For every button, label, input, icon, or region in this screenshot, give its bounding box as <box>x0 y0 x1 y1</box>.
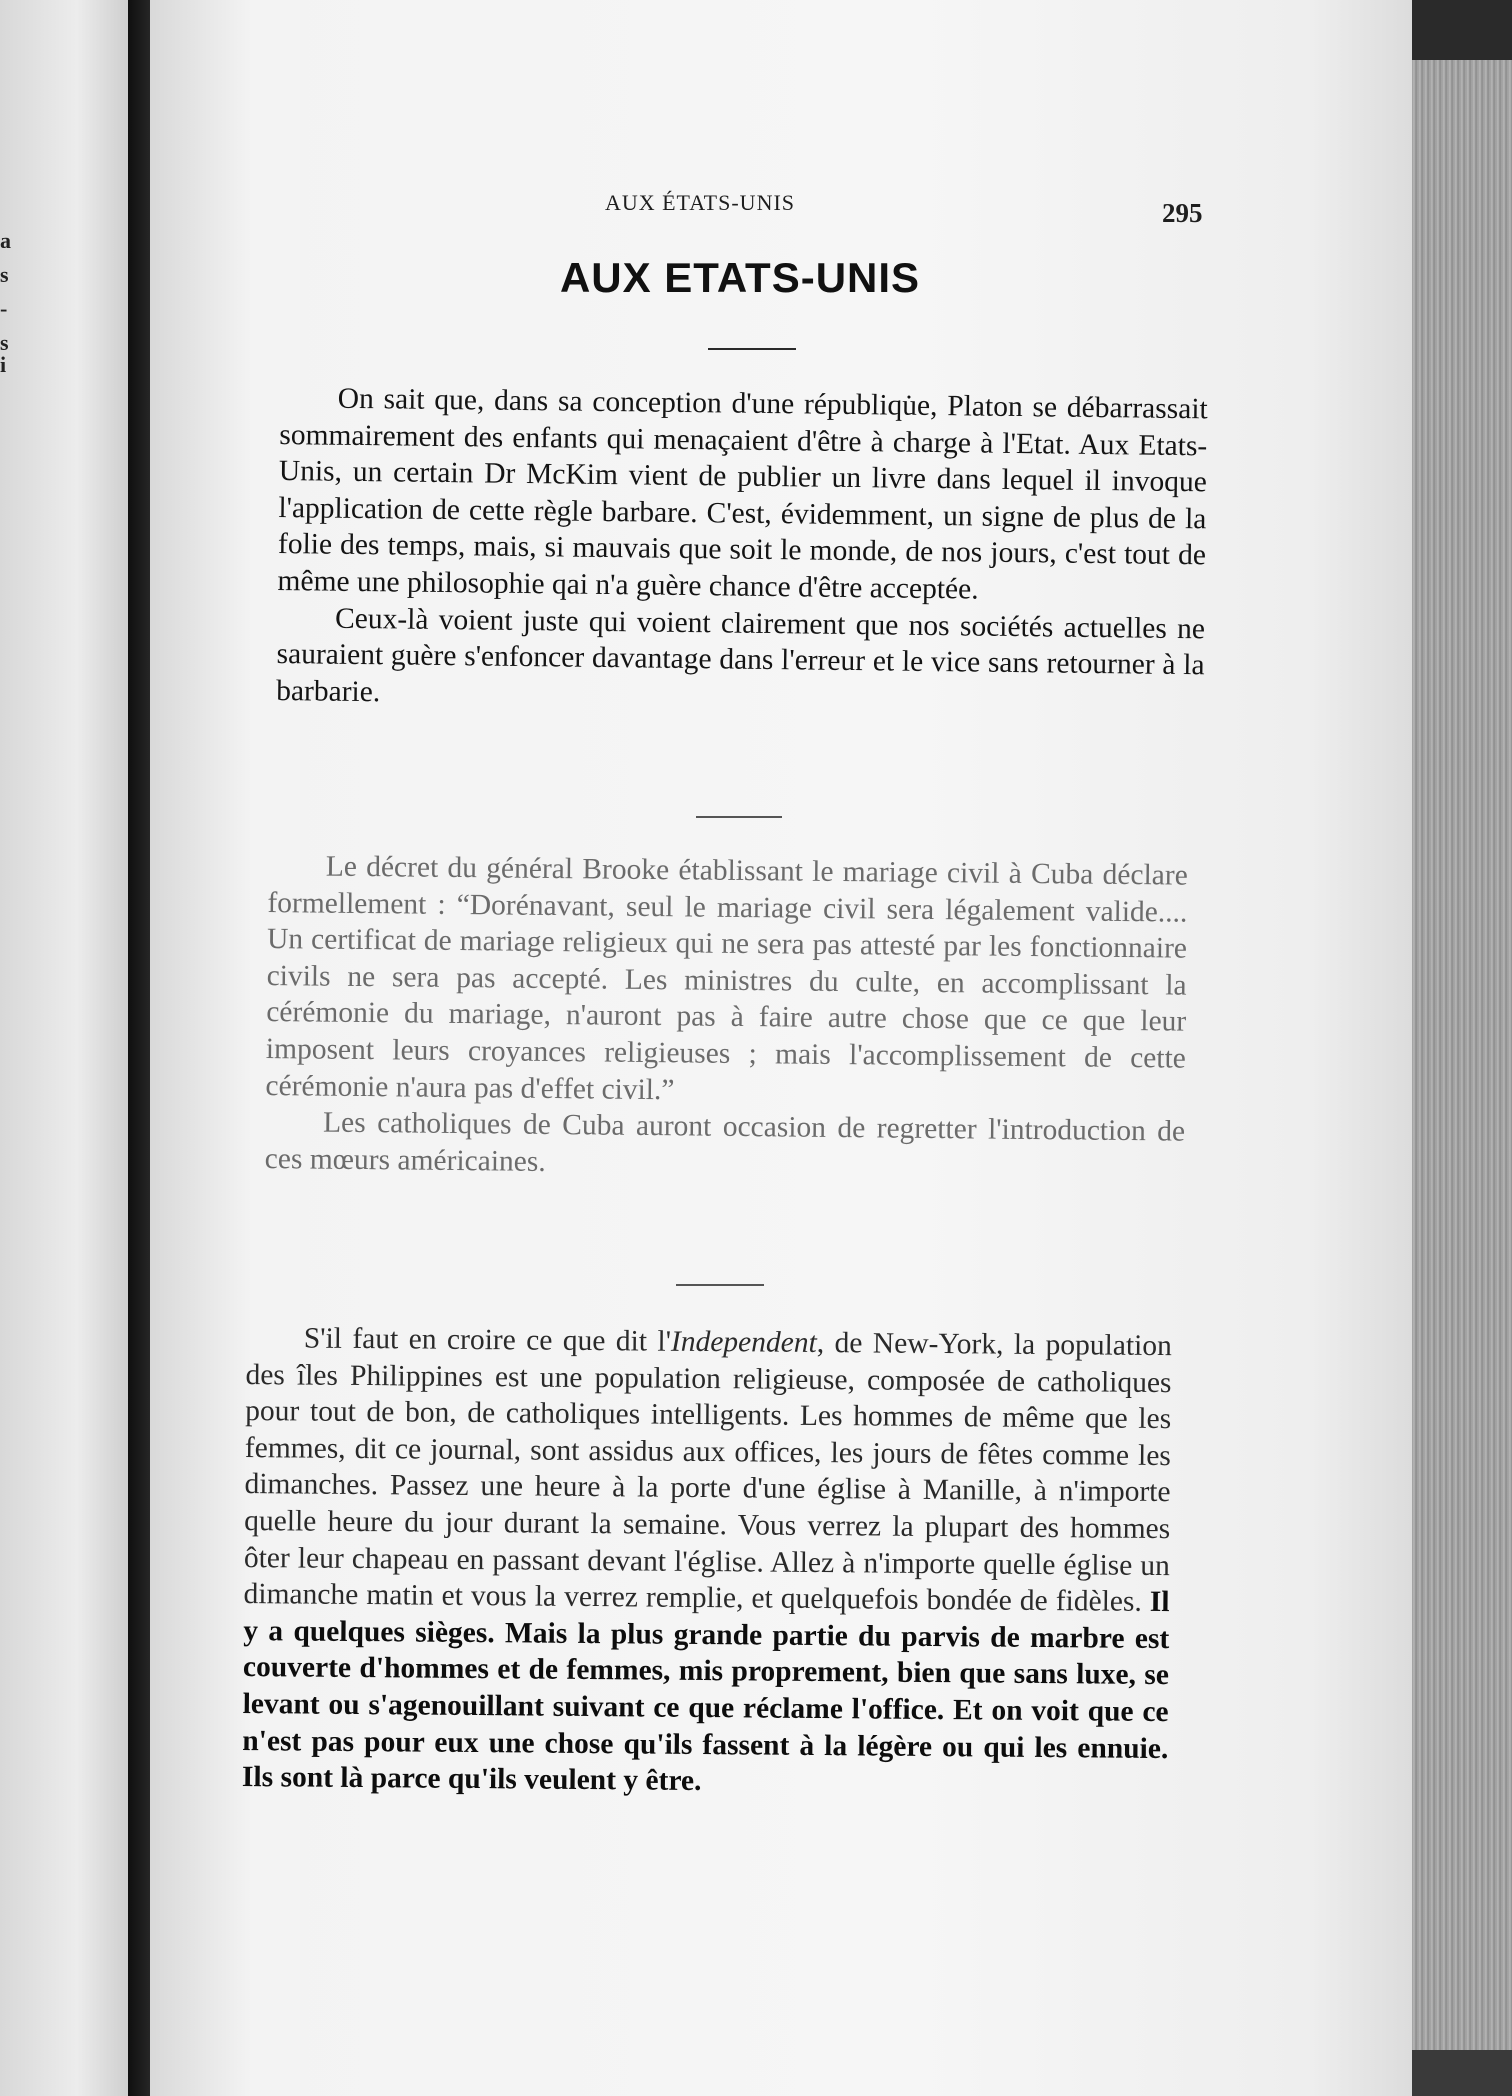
previous-page-fragment: i <box>0 352 7 377</box>
paragraph: Le décret du général Brooke établissant le mariage civil à Cuba déclare formellement : “Dorénavant, seul le mariage civil sera légalement valide.... Un certificat de mariage religieux qui ne sera pas attesté par les fonctionnaire civils ne sera pas accepté. Les ministres du culte, en accomplissant la cérémonie du mariage, n'auront pas à faire autre chose que ce que leur imposent leurs croyances religieuses ; mais l'accomplissement de cette cérémonie n'aura pas d'effet civil.” <box>265 850 1188 1106</box>
article-philippines <box>242 1320 1172 1804</box>
previous-page-fragment: a <box>0 228 11 253</box>
article-mckim <box>276 380 1208 721</box>
paragraph: Ceux-là voient juste qui voient clairement que nos sociétés actuelles ne sauraient guère s'enfoncer davantage dans l'erreur et le vice sans retourner à la barbarie. <box>276 602 1206 708</box>
newspaper-title: Independent <box>670 1325 817 1359</box>
paragraph: Les catholiques de Cuba auront occasion de regretter l'introduction de ces mœurs américaines. <box>264 1106 1186 1178</box>
paragraph <box>242 1320 1172 1804</box>
book-page-edges <box>1412 60 1512 2050</box>
running-head: AUX ÉTATS-UNIS <box>604 190 796 215</box>
paragraph-body: , de New-York, la population des îles Philippines est une population religieuse, composée de catholiques pour tout de bon, de catholiques intelligents. Les hommes de même que les femmes, dit ce journal, sont assidus aux offices, les jours de fêtes comme les dimanches. Passez une heure à la porte d'une église à Manille, à n'importe quelle heure du jour durant la semaine. Vous verrez la plupart des hommes ôter leur chapeau en passant devant l'église. Allez à n'importe quelle église un dimanche matin et vous la verrez remplie, et quelquefois bondée de fidèles. <box>243 1326 1172 1619</box>
previous-page-fragment: s <box>0 262 9 287</box>
section-divider <box>708 348 796 350</box>
paragraph: On sait que, dans sa conception d'une républiqu̇e, Platon se débarrassait sommairement des enfants qui menaçaient d'être à charge à l'Etat. Aux Etats-Unis, un certain Dr McKim vient de publier un livre dans lequel il invoque l'application de cette règle barbare. C'est, évidemment, un signe de plus de la folie des temps, mais, si mauvais que soit le monde, de nos jours, c'est tout de même une philosophie qai n'a guère chance d'être acceptée. <box>277 382 1208 606</box>
article-cuba-decree <box>265 848 1188 1187</box>
page-number: 295 <box>1162 198 1203 228</box>
previous-page-edge <box>0 0 128 2096</box>
previous-page-fragment: s <box>0 330 9 355</box>
section-divider <box>696 816 782 818</box>
paragraph-lead: S'il faut en croire ce que dit l' <box>303 1322 672 1358</box>
paragraph-tail: Il y a quelques sièges. Mais la plus grande partie du parvis de marbre est couverte d'hommes et de femmes, mis proprement, bien que sans luxe, se levant ou s'agenouillant suivant ce que réclame l'office. Et on voit que ce n'est pas pour eux une chose qu'ils fassent à la légère ou qui les ennuie. Ils sont là parce qu'ils veulent y être. <box>241 1586 1170 1798</box>
page-title: AUX ETATS-UNIS <box>559 254 921 301</box>
book-gutter <box>128 0 150 2096</box>
section-divider <box>676 1284 764 1286</box>
previous-page-fragment: - <box>0 296 8 321</box>
